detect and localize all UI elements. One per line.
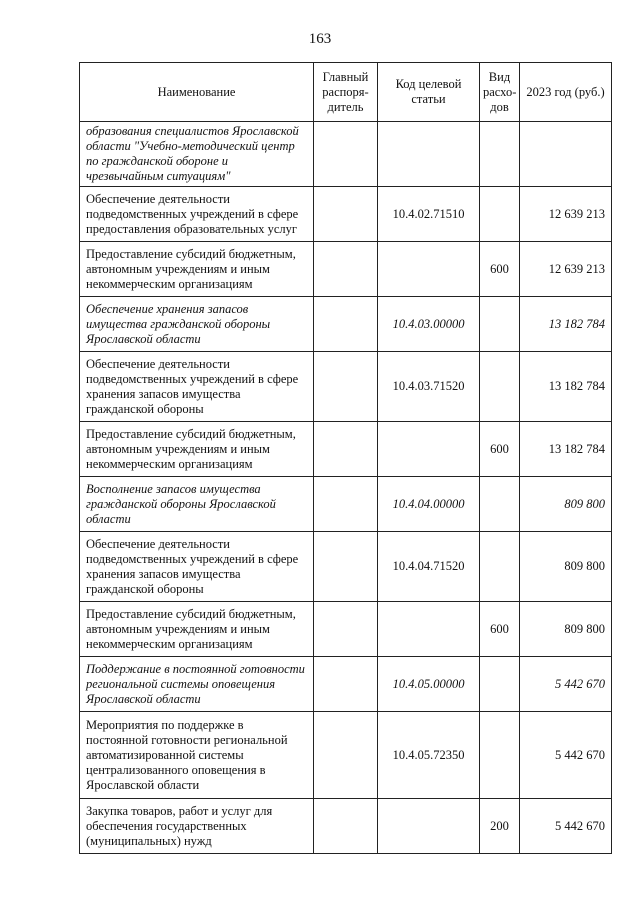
cell-amount xyxy=(520,122,612,187)
table-row xyxy=(80,187,612,242)
budget-table xyxy=(79,62,612,854)
table-row xyxy=(80,352,612,422)
cell-name: Предоставление субсидий бюджетным, автономным учреждениям и иным некоммерческим организациям xyxy=(80,242,314,297)
cell-name: Мероприятия по поддержке в постоянной готовности региональной автоматизированной системы централизованного оповещения в Ярославской области xyxy=(80,712,314,799)
cell-name: Предоставление субсидий бюджетным, автономным учреждениям и иным некоммерческим организациям xyxy=(80,422,314,477)
table-row xyxy=(80,532,612,602)
cell-code xyxy=(378,122,480,187)
cell-type: 600 xyxy=(480,422,520,477)
cell-admin xyxy=(314,477,378,532)
cell-code: 10.4.03.71520 xyxy=(378,352,480,422)
cell-amount: 5 442 670 xyxy=(520,712,612,799)
cell-type xyxy=(480,187,520,242)
cell-amount: 13 182 784 xyxy=(520,422,612,477)
cell-code: 10.4.04.00000 xyxy=(378,477,480,532)
cell-amount: 12 639 213 xyxy=(520,187,612,242)
cell-admin xyxy=(314,242,378,297)
cell-amount: 5 442 670 xyxy=(520,657,612,712)
cell-name: Обеспечение деятельности подведомственных учреждений в сфере хранения запасов имущества гражданской обороны xyxy=(80,352,314,422)
cell-name: Обеспечение деятельности подведомственных учреждений в сфере хранения запасов имущества гражданской обороны xyxy=(80,532,314,602)
page-number: 163 xyxy=(308,31,332,47)
cell-name: Поддержание в постоянной готовности региональной системы оповещения Ярославской области xyxy=(80,657,314,712)
header-type: Вид расхо-дов xyxy=(480,63,520,122)
cell-admin xyxy=(314,187,378,242)
table-row xyxy=(80,477,612,532)
cell-amount: 12 639 213 xyxy=(520,242,612,297)
cell-admin xyxy=(314,657,378,712)
table-row xyxy=(80,712,612,799)
header-name: Наименование xyxy=(80,63,314,122)
cell-name: Закупка товаров, работ и услуг для обеспечения государственных (муниципальных) нужд xyxy=(80,799,314,854)
header-amount: 2023 год (руб.) xyxy=(520,63,612,122)
cell-amount: 809 800 xyxy=(520,602,612,657)
table-row xyxy=(80,122,612,187)
cell-admin xyxy=(314,122,378,187)
cell-name: Обеспечение хранения запасов имущества гражданской обороны Ярославской области xyxy=(80,297,314,352)
table-row xyxy=(80,799,612,854)
cell-name: Предоставление субсидий бюджетным, автономным учреждениям и иным некоммерческим организациям xyxy=(80,602,314,657)
cell-code: 10.4.03.00000 xyxy=(378,297,480,352)
cell-amount: 5 442 670 xyxy=(520,799,612,854)
cell-amount: 13 182 784 xyxy=(520,297,612,352)
table-row xyxy=(80,422,612,477)
cell-type: 600 xyxy=(480,602,520,657)
cell-amount: 809 800 xyxy=(520,532,612,602)
cell-type xyxy=(480,477,520,532)
cell-name: Обеспечение деятельности подведомственных учреждений в сфере предоставления образовательных услуг xyxy=(80,187,314,242)
cell-type xyxy=(480,532,520,602)
cell-admin xyxy=(314,297,378,352)
cell-type: 200 xyxy=(480,799,520,854)
cell-type xyxy=(480,712,520,799)
cell-admin xyxy=(314,532,378,602)
table-row xyxy=(80,242,612,297)
cell-code xyxy=(378,799,480,854)
cell-name: Восполнение запасов имущества гражданской обороны Ярославской области xyxy=(80,477,314,532)
cell-code xyxy=(378,422,480,477)
cell-type xyxy=(480,352,520,422)
table-row xyxy=(80,657,612,712)
table-row xyxy=(80,297,612,352)
cell-code: 10.4.05.72350 xyxy=(378,712,480,799)
cell-code xyxy=(378,242,480,297)
cell-admin xyxy=(314,799,378,854)
cell-code: 10.4.02.71510 xyxy=(378,187,480,242)
cell-amount: 809 800 xyxy=(520,477,612,532)
cell-code: 10.4.04.71520 xyxy=(378,532,480,602)
cell-code xyxy=(378,602,480,657)
table-header-row xyxy=(80,63,612,122)
table-row xyxy=(80,602,612,657)
table-body xyxy=(80,122,612,854)
cell-admin xyxy=(314,602,378,657)
header-code: Код целевой статьи xyxy=(378,63,480,122)
cell-code: 10.4.05.00000 xyxy=(378,657,480,712)
cell-admin xyxy=(314,352,378,422)
cell-type xyxy=(480,297,520,352)
cell-type xyxy=(480,122,520,187)
header-admin: Главный распоря-дитель xyxy=(314,63,378,122)
cell-amount: 13 182 784 xyxy=(520,352,612,422)
cell-type: 600 xyxy=(480,242,520,297)
cell-admin xyxy=(314,422,378,477)
cell-admin xyxy=(314,712,378,799)
cell-type xyxy=(480,657,520,712)
cell-name: образования специалистов Ярославской области "Учебно-методический центр по гражданской обороне и чрезвычайным ситуациям" xyxy=(80,122,314,187)
